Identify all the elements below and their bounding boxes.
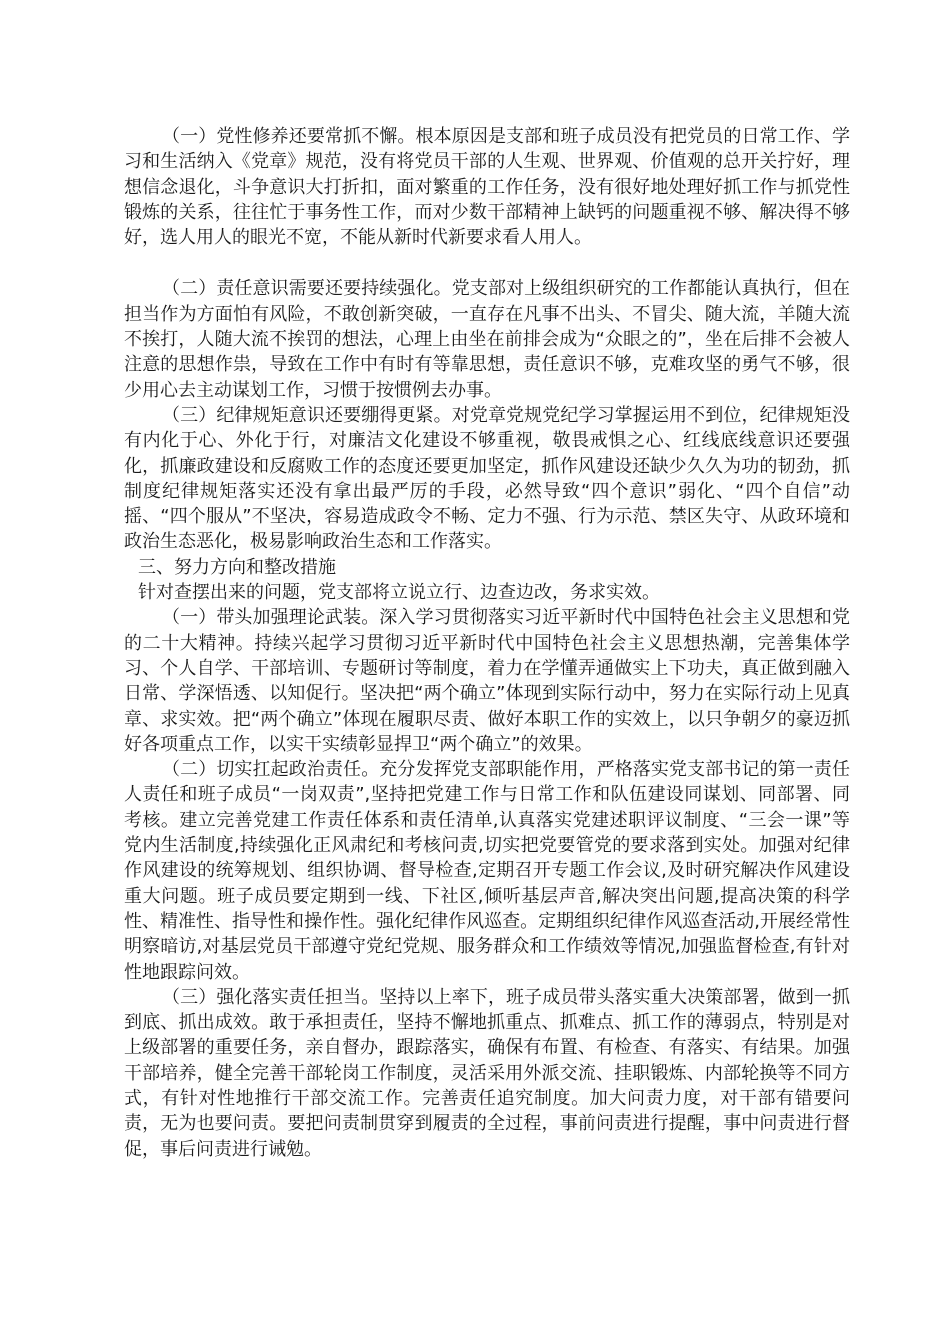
paragraph-intro: 针对查摆出来的问题，党支部将立说立行、边查边改，务求实效。 <box>138 582 660 604</box>
document-body <box>124 124 850 1162</box>
paragraph-responsibility-awareness: （二）责任意识需要还要持续强化。党支部对上级组织研究的工作都能认真执行，但在担当作为方面怕有风险，不敢创新突破，一直存在凡事不出头、不冒尖、随大流，羊随大流不挨打，人随大流不挨罚的想法，心理上由坐在前排会成为“众眼之的”，坐在后排不会被人注意的思想作祟，导致在工作中有时有等靠思想，责任意识不够，克难攻坚的勇气不够，很少用心去主动谋划工作，习惯于按惯例去办事。 <box>124 278 850 401</box>
paragraph-party-spirit: （一）党性修养还要常抓不懈。根本原因是支部和班子成员没有把党员的日常工作、学习和生活纳入《党章》规范，没有将党员干部的人生观、世界观、价值观的总开关拧好，理想信念退化，斗争意识大打折扣，面对繁重的工作任务，没有很好地处理好抓工作与抓党性锻炼的关系，往往忙于事务性工作，而对少数干部精神上缺钙的问题重视不够、解决得不够好，选人用人的眼光不宽，不能从新时代新要求看人用人。 <box>124 126 850 249</box>
paragraph-discipline-awareness: （三）纪律规矩意识还要绷得更紧。对党章党规党纪学习掌握运用不到位，纪律规矩没有内化于心、外化于行，对廉洁文化建设不够重视，敬畏戒惧之心、红线底线意识还要强化，抓廉政建设和反腐败工作的态度还要更加坚定，抓作风建设还缺少久久为功的韧劲，抓制度纪律规矩落实还没有拿出最严厉的手段，必然导致“四个意识”弱化、“四个自信”动摇、“四个服从”不坚决，容易造成政令不畅、定力不强、行为示范、禁区失守、从政环境和政治生态恶化，极易影响政治生态和工作落实。 <box>124 404 850 553</box>
paragraph-responsibility-implementation: （三）强化落实责任担当。坚持以上率下，班子成员带头落实重大决策部署，做到一抓到底、抓出成效。敢于承担责任，坚持不懈地抓重点、抓难点、抓工作的薄弱点，特别是对上级部署的重要任务，亲自督办，跟踪落实，确保有布置、有检查、有落实、有结果。加强干部培养，健全完善干部轮岗工作制度，灵活采用外派交流、挂职锻炼、内部轮换等不同方式，有针对性地推行干部交流工作。完善责任追究制度。加大问责力度，对干部有错要问责，无为也要问责。要把问责制贯穿到履责的全过程，事前问责进行提醒，事中问责进行督促，事后问责进行诫勉。 <box>124 986 850 1160</box>
paragraph-theory-study: （一）带头加强理论武装。深入学习贯彻落实习近平新时代中国特色社会主义思想和党的二十大精神。持续兴起学习贯彻习近平新时代中国特色社会主义思想热潮，完善集体学习、个人自学、干部培训、专题研讨等制度，着力在学懂弄通做实上下功夫，真正做到融入日常、学深悟透、以知促行。坚决把“两个确立”体现到实际行动中，努力在实际行动上见真章、求实效。把“两个确立”体现在履职尽责、做好本职工作的实效上，以只争朝夕的豪迈抓好各项重点工作，以实干实绩彰显捍卫“两个确立”的效果。 <box>124 607 850 755</box>
paragraph-political-responsibility: （二）切实扛起政治责任。充分发挥党支部职能作用，严格落实党支部书记的第一责任人责任和班子成员“一岗双责”,坚持把党建工作与日常工作和队伍建设同谋划、同部署、同考核。建立完善党建工作责任体系和责任清单,认真落实党建述职评议制度、“三会一课”等党内生活制度,持续强化正风肃纪和考核问责,切实把党要管党的要求落到实处。加强对纪律作风建设的统筹规划、组织协调、督导检查,定期召开专题工作会议,及时研究解决作风建设重大问题。班子成员要定期到一线、下社区,倾听基层声音,解决突出问题,提高决策的科学性、精准性、指导性和操作性。强化纪律作风巡查。定期组织纪律作风巡查活动,开展经常性明察暗访,对基层党员干部遵守党纪党规、服务群众和工作绩效等情况,加强监督检查,有针对性地跟踪问效。 <box>124 759 850 983</box>
section-heading-rectification: 三、努力方向和整改措施 <box>138 556 336 578</box>
